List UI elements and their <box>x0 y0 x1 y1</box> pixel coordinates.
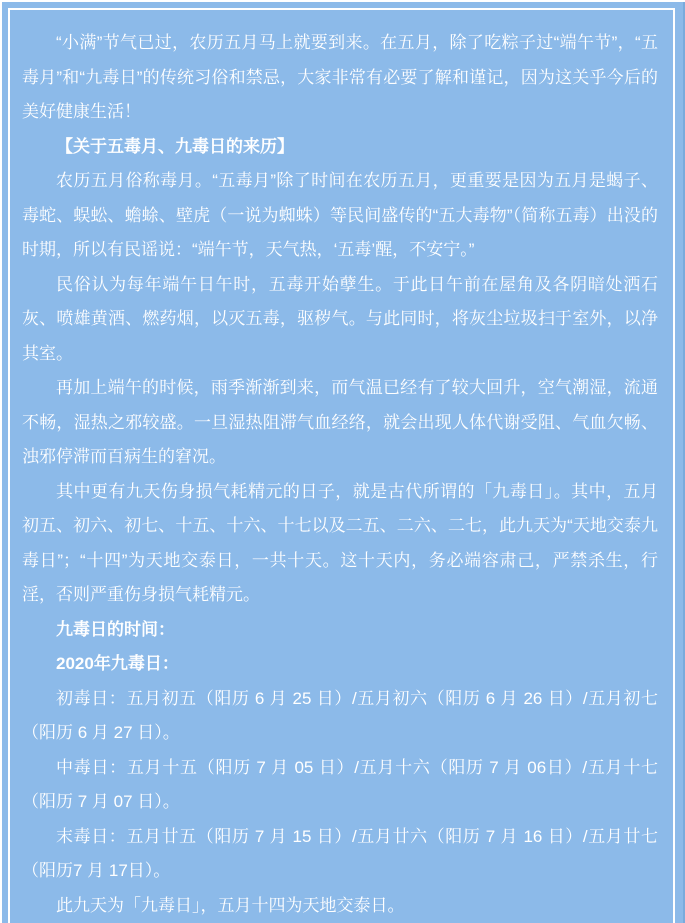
section-heading: 九毒日的时间： <box>56 619 175 639</box>
section-heading: 2020年九毒日： <box>56 654 179 673</box>
paragraph: 农历五月俗称毒月。“五毒月”除了时间在农历五月，更重要是因为五月是蝎子、毒蛇、蜈蚣、蟾蜍、壁虎（一说为蜘蛛）等民间盛传的“五大毒物”（简称五毒）出没的时期，所以有民谣说：“端午节，天气热，‘五毒’醒，不安宁。” <box>22 171 658 259</box>
paragraph: 此九天为「九毒日」，五月十四为天地交泰日。 <box>56 895 405 915</box>
paragraph: 初毒日：五月初五（阳历 6 月 25 日）/五月初六（阳历 6 月 26 日）/五月初七（阳历 6 月 27 日）。 <box>22 688 658 742</box>
paragraph: “小满”节气已过，农历五月马上就要到来。在五月，除了吃粽子过“端午节”，“五毒月”和“九毒日”的传统习俗和禁忌，大家非常有必要了解和谨记，因为这关乎今后的美好健康生活！ <box>22 33 658 121</box>
article-body <box>22 26 658 923</box>
paragraph: 其中更有九天伤身损气耗精元的日子，就是古代所谓的「九毒日」。其中，五月初五、初六、初七、十五、十六、十七以及二五、二六、二七，此九天为“天地交泰九毒日”；“十四”为天地交泰日，一共十天。这十天内，务必端容肃己，严禁杀生，行淫，否则严重伤身损气耗精元。 <box>22 481 658 604</box>
section-heading: 【关于五毒月、九毒日的来历】 <box>56 136 294 156</box>
paragraph: 末毒日：五月廿五（阳历 7 月 15 日）/五月廿六（阳历 7 月 16 日）/五月廿七（阳历7 月 17日）。 <box>22 826 658 880</box>
blue-panel <box>2 2 685 923</box>
paragraph: 中毒日：五月十五（阳历 7 月 05 日）/五月十六（阳历 7 月 06日）/五月十七（阳历 7 月 07 日）。 <box>22 757 658 811</box>
paragraph: 再加上端午的时候，雨季渐渐到来，而气温已经有了较大回升，空气潮湿，流通不畅，湿热之邪较盛。一旦湿热阻滞气血经络，就会出现人体代谢受阻、气血欠畅、浊邪停滞而百病生的窘况。 <box>22 378 658 466</box>
paragraph: 民俗认为每年端午日午时，五毒开始孽生。于此日午前在屋角及各阴暗处洒石灰、喷雄黄酒、燃药烟，以灭五毒，驱秽气。与此同时，将灰尘垃圾扫于室外，以净其室。 <box>22 274 658 363</box>
